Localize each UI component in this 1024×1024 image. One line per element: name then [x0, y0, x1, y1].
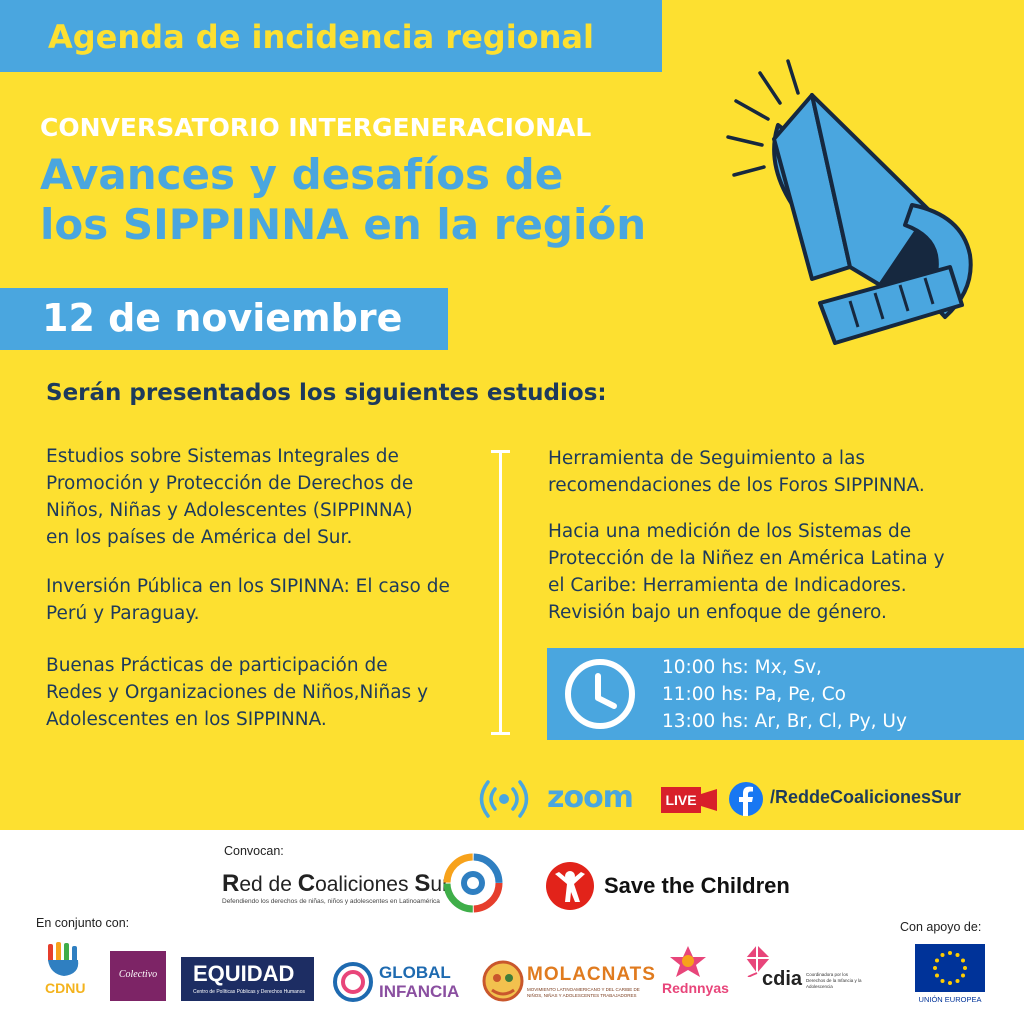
- live-badge: LIVE: [661, 787, 701, 813]
- column-divider: [499, 450, 502, 735]
- red-coaliciones-logo: Red de Coaliciones Sur: [222, 870, 450, 897]
- footer-logos: [0, 830, 1024, 1024]
- convocan-label: Convocan:: [224, 844, 284, 858]
- rednnyas-name: Rednnyas: [662, 980, 729, 996]
- cdnu-hand-icon: [42, 942, 86, 978]
- rednnyas-icon: [668, 944, 708, 978]
- facebook-icon[interactable]: [729, 782, 763, 816]
- red-coaliciones-tagline: Defendiendo los derechos de niñas, niños y adolescentes en Latinoamérica: [222, 898, 440, 905]
- schedule-time: 13:00 hs: Ar, Br, Cl, Py, Uy: [662, 711, 907, 732]
- event-title-line2: los SIPPINNA en la región: [40, 200, 647, 249]
- broadcast-icon: [478, 778, 530, 820]
- megaphone-icon: [700, 55, 1024, 355]
- save-the-children-icon: [545, 860, 595, 912]
- clock-icon: [562, 656, 638, 732]
- cdnu-name: CDNU: [45, 980, 86, 996]
- facebook-link[interactable]: /ReddeCoalicionesSur: [770, 787, 962, 807]
- camera-icon: [701, 789, 717, 811]
- study-item: Inversión Pública en los SIPINNA: El caso de Perú y Paraguay.: [46, 576, 450, 624]
- schedule-time: 10:00 hs: Mx, Sv,: [662, 657, 822, 678]
- global-name: GLOBAL: [379, 963, 451, 982]
- infancia-name: INFANCIA: [379, 982, 460, 1001]
- event-title: [40, 150, 646, 250]
- event-date: 12 de noviembre: [42, 296, 403, 340]
- eu-flag-icon: [915, 944, 985, 992]
- study-item: Herramienta de Seguimiento a las recomendaciones de los Foros SIPPINNA.: [548, 448, 925, 496]
- con-apoyo-label: Con apoyo de:: [900, 920, 982, 934]
- equidad-logo: EQUIDAD Centro de Políticas Públicas y Derechos Humanos: [181, 957, 314, 1001]
- colectivo-logo: Colectivo: [110, 951, 166, 1001]
- eu-name: UNIÓN EUROPEA: [918, 995, 982, 1004]
- divider-cap-bottom: [491, 732, 510, 735]
- save-the-children-name: Save the Children: [604, 873, 790, 898]
- global-infancia-icon: [332, 961, 374, 1003]
- event-kicker: CONVERSATORIO INTERGENERACIONAL: [40, 113, 592, 142]
- divider-cap-top: [491, 450, 510, 453]
- en-conjunto-label: En conjunto con:: [36, 916, 130, 930]
- molacnats-name: MOLACNATS: [527, 964, 656, 985]
- red-coaliciones-emblem-icon: [442, 852, 504, 914]
- schedule-time: 11:00 hs: Pa, Pe, Co: [662, 684, 846, 705]
- tag-title: Agenda de incidencia regional: [48, 18, 594, 56]
- cdia-tagline: Coordinadora por los Derechos de la Infancia y la Adolescencia: [806, 972, 862, 989]
- zoom-logo: zoom: [547, 780, 633, 815]
- event-title-line1: Avances y desafíos de: [40, 150, 564, 199]
- molacnats-tagline: MOVIMIENTO LATINOAMERICANO Y DEL CARIBE DE NIÑOS, NIÑAS Y ADOLESCENTES TRABAJADORES: [527, 987, 640, 998]
- study-item: Hacia una medición de los Sistemas de Protección de la Niñez en América Latina y el Caribe: Herramienta de Indicadores. Revisión bajo un enfoque de género.: [548, 521, 945, 623]
- study-item: Buenas Prácticas de participación de Redes y Organizaciones de Niños,Niñas y Adolescentes en los SIPPINNA.: [46, 655, 429, 730]
- studies-intro: Serán presentados los siguientes estudios:: [46, 380, 607, 406]
- study-item: Estudios sobre Sistemas Integrales de Promoción y Protección de Derechos de Niños, Niñas y Adolescentes (SIPPINNA) en los países de América del Sur.: [46, 446, 414, 548]
- cdia-name: cdia: [762, 968, 803, 990]
- molacnats-icon: [482, 960, 524, 1002]
